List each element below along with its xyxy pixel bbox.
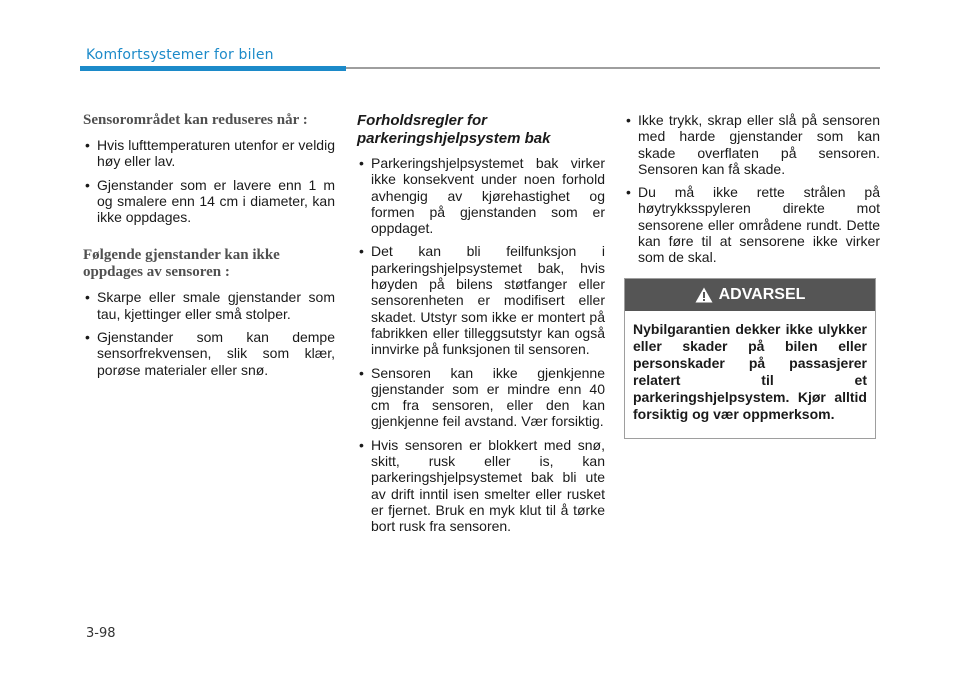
list-item: • Du må ikke rette strålen på høytrykksspyleren direkte mot sensorene eller områdene rundt. Dette kan føre til at sensorene ikke virker som de skal. bbox=[624, 184, 880, 265]
header-rule bbox=[346, 67, 880, 69]
page-number: 3-98 bbox=[86, 626, 116, 641]
list-item: • Det kan bli feilfunksjon i parkeringshjelpsystemet bak, hvis høyden på bilens støtfanger eller sensorenheten er modifisert eller skadet. Utstyr som ikke er montert på fabrikken eller tilleggsutstyr kan også innvirke på funksjonen til sensoren. bbox=[357, 243, 605, 357]
list-item: • Gjenstander som er lavere enn 1 m og smalere enn 14 cm i diameter, kan ikke oppdages. bbox=[83, 177, 335, 226]
section-title: Komfortsystemer for bilen bbox=[86, 47, 274, 63]
column-2 bbox=[357, 112, 605, 542]
header-accent-bar bbox=[80, 66, 346, 71]
list-item: • Gjenstander som kan dempe sensorfrekvensen, slik som klær, porøse materialer eller snø. bbox=[83, 329, 335, 378]
warning-header bbox=[625, 279, 875, 311]
list-item: • Ikke trykk, skrap eller slå på sensoren med harde gjenstander som kan skade overflaten på sensoren. Sensoren kan få skade. bbox=[624, 112, 880, 177]
list-item: • Hvis sensoren er blokkert med snø, skitt, rusk eller is, kan parkeringshjelpsystemet bak bli ute av drift inntil isen smelter eller rusket er fjernet. Bruk en myk klut til å tørke bort rusk fra sensoren. bbox=[357, 437, 605, 535]
list-sensor-range bbox=[83, 137, 335, 225]
list-undetectable-objects bbox=[83, 289, 335, 377]
list-precautions bbox=[357, 155, 605, 535]
list-item: • Sensoren kan ikke gjenkjenne gjenstander som er mindre enn 40 cm fra sensoren, eller den kan gjenkjenne feil avstand. Vær forsiktig. bbox=[357, 365, 605, 430]
list-item: • Hvis lufttemperaturen utenfor er veldig høy eller lav. bbox=[83, 137, 335, 170]
column-3 bbox=[624, 112, 880, 273]
heading-sensor-range: Sensorområdet kan reduseres når : bbox=[83, 112, 308, 128]
heading-undetectable-objects: Følgende gjenstander kan ikke oppdages av sensoren : bbox=[83, 247, 280, 281]
list-item: • Parkeringshjelpsystemet bak virker ikke konsekvent under noen forhold avhengig av kjørehastighet og formen på gjenstanden som er oppdaget. bbox=[357, 155, 605, 236]
warning-text: Nybilgarantien dekker ikke ulykker eller skader på bilen eller personskader på passasjerer relatert til et parkeringshjelpsystem. Kjør alltid forsiktig og vær oppmerksom. bbox=[633, 321, 867, 422]
column-1 bbox=[83, 112, 335, 385]
list-item: • Skarpe eller smale gjenstander som tau, kjettinger eller små stolper. bbox=[83, 289, 335, 322]
list-sensor-care bbox=[624, 112, 880, 266]
warning-title: ADVARSEL bbox=[718, 286, 806, 303]
heading-precautions: Forholdsregler for parkeringshjelpsystem bak bbox=[357, 112, 551, 147]
warning-box bbox=[624, 278, 876, 439]
warning-triangle-icon bbox=[695, 287, 713, 303]
